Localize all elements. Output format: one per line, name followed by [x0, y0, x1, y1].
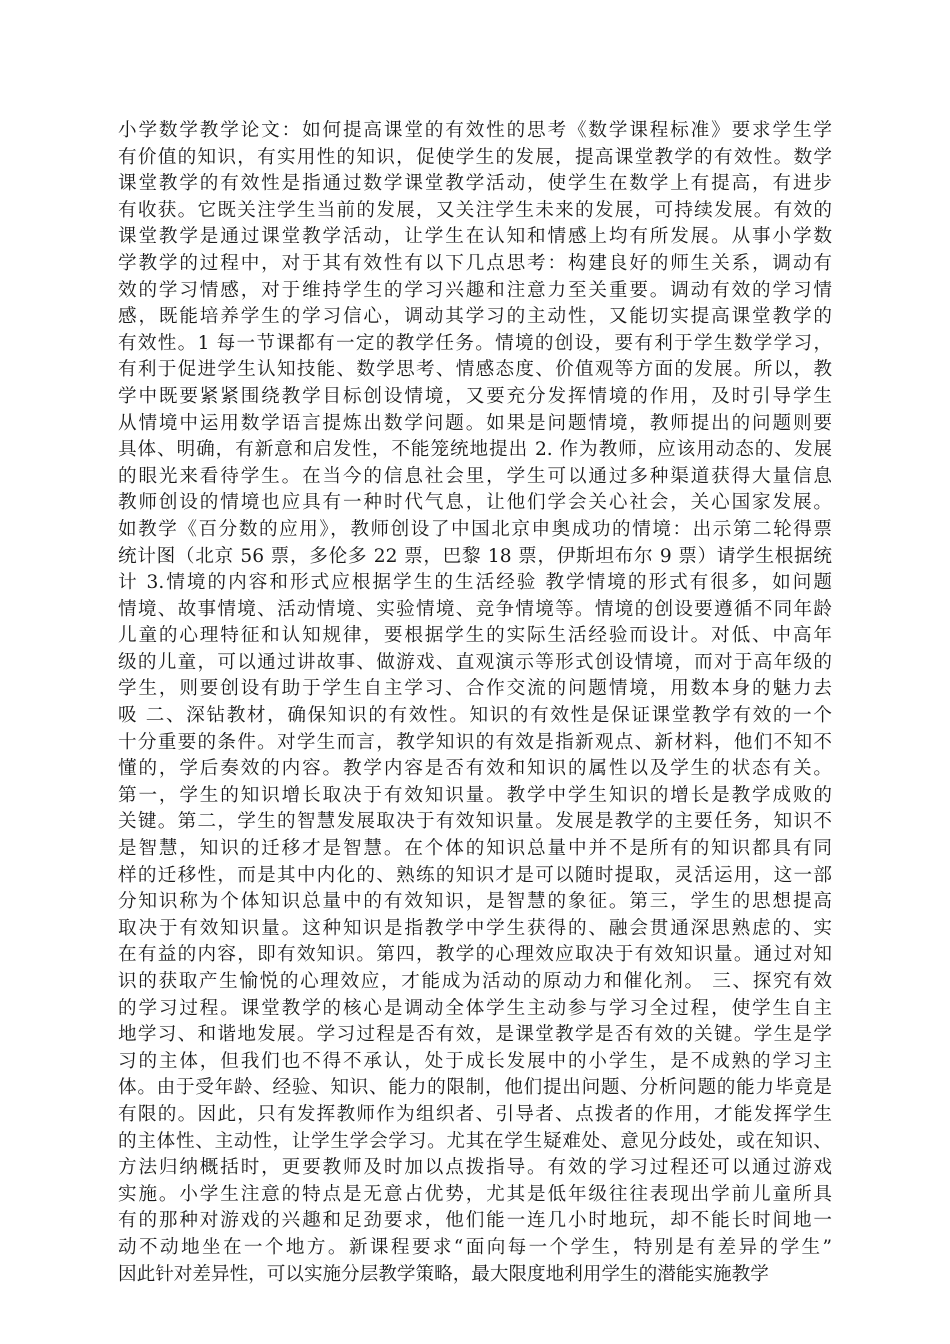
text-line: 统计图（北京 56 票，多伦多 22 票，巴黎 18 票，伊斯坦布尔 9 票）请学生根据统: [118, 545, 832, 567]
text-line: 小学数学教学论文：如何提高课堂的有效性的思考《数学课程标准》要求学生学: [118, 120, 832, 141]
text-line: 的主体性、主动性，让学生学会学习。尤其在学生疑难处、意见分歧处，或在知识、: [118, 1130, 832, 1152]
text-line: 的眼光来看待学生。在当今的信息社会里，学生可以通过多种渠道获得大量信息: [118, 465, 832, 487]
text-line: 如教学《百分数的应用》，教师创设了中国北京申奥成功的情境：出示第二轮得票: [118, 518, 832, 540]
text-line: 学教学的过程中，对于其有效性有以下几点思考：构建良好的师生关系，调动有: [118, 252, 832, 274]
text-line: 习的主体，但我们也不得不承认，处于成长发展中的小学生，是不成熟的学习主: [118, 1050, 832, 1072]
text-line: 在有益的内容，即有效知识。第四，教学的心理效应取决于有效知识量。通过对知: [118, 944, 832, 966]
text-line: 实施。小学生注意的特点是无意占优势，尤其是低年级往往表现出学前儿童所具: [118, 1183, 832, 1205]
text-line: 有效性。1 每一节课都有一定的教学任务。情境的创设，要有利于学生数学学习，: [118, 332, 832, 354]
text-line: 地学习、和谐地发展。学习过程是否有效，是课堂教学是否有效的关键。学生是学: [118, 1024, 832, 1046]
text-line: 方法归纳概括时，更要教师及时加以点拨指导。有效的学习过程还可以通过游戏: [118, 1157, 832, 1179]
text-line: 从情境中运用数学语言提炼出数学问题。如果是问题情境，教师提出的问题则要: [118, 412, 832, 434]
text-line: 有利于促进学生认知技能、数学思考、情感态度、价值观等方面的发展。所以，教: [118, 359, 832, 381]
text-line: 级的儿童，可以通过讲故事、做游戏、直观演示等形式创设情境，而对于高年级的: [118, 651, 832, 673]
text-line: 取决于有效知识量。这种知识是指教学中学生获得的、融会贯通深思熟虑的、实: [118, 917, 832, 939]
text-line: 具体、明确，有新意和启发性，不能笼统地提出 2. 作为教师，应该用动态的、发展: [118, 439, 832, 461]
text-line: 教师创设的情境也应具有一种时代气息，让他们学会关心社会，关心国家发展。: [118, 492, 832, 514]
text-line: 的学习过程。课堂教学的核心是调动全体学生主动参与学习全过程，使学生自主: [118, 997, 832, 1019]
text-line: 关键。第二，学生的智慧发展取决于有效知识量。发展是教学的主要任务，知识不: [118, 811, 832, 833]
text-line: 课堂教学是通过课堂教学活动，让学生在认知和情感上均有所发展。从事小学数: [118, 226, 832, 248]
text-line: 有价值的知识，有实用性的知识，促使学生的发展，提高课堂教学的有效性。数学: [118, 146, 832, 168]
text-line: 分知识称为个体知识总量中的有效知识，是智慧的象征。第三，学生的思想提高: [118, 891, 832, 913]
text-line: 学生，则要创设有助于学生自主学习、合作交流的问题情境，用数本身的魅力去: [118, 678, 832, 700]
text-line: 十分重要的条件。对学生而言，教学知识的有效是指新观点、新材料，他们不知不: [118, 731, 832, 753]
text-line: 儿童的心理特征和认知规律，要根据学生的实际生活经验而设计。对低、中高年: [118, 625, 832, 647]
text-line: 样的迁移性，而是其中内化的、熟练的知识才是可以随时提取，灵活运用，这一部: [118, 864, 832, 886]
text-line: 识的获取产生愉悦的心理效应，才能成为活动的原动力和催化剂。 三、探究有效: [118, 971, 832, 992]
text-line: 体。由于受年龄、经验、知识、能力的限制，他们提出问题、分析问题的能力毕竟是: [118, 1077, 832, 1099]
text-line: 第一，学生的知识增长取决于有效知识量。教学中学生知识的增长是教学成败的: [118, 784, 832, 806]
text-line: 效的学习情感，对于维持学生的学习兴趣和注意力至关重要。调动有效的学习情: [118, 279, 832, 301]
text-line: 有限的。因此，只有发挥教师作为组织者、引导者、点拨者的作用，才能发挥学生: [118, 1103, 832, 1125]
text-line: 是智慧，知识的迁移才是智慧。在个体的知识总量中并不是所有的知识都具有同: [118, 838, 832, 860]
text-line: 懂的，学后奏效的内容。教学内容是否有效和知识的属性以及学生的状态有关。: [118, 758, 832, 780]
text-line: 因此针对差异性，可以实施分层教学策略，最大限度地利用学生的潜能实施教学: [118, 1263, 769, 1285]
text-line: 感，既能培养学生的学习信心，调动其学习的主动性，又能切实提高课堂教学的: [118, 306, 832, 328]
body-text: [118, 118, 832, 1288]
text-line: 计 3.情境的内容和形式应根据学生的生活经验 教学情境的形式有很多，如问题: [118, 572, 832, 594]
text-line: 吸 二、深钻教材，确保知识的有效性。知识的有效性是保证课堂教学有效的一个: [118, 705, 832, 727]
text-line: 课堂教学的有效性是指通过数学课堂教学活动，使学生在数学上有提高，有进步: [118, 173, 832, 195]
text-line: 有的那种对游戏的兴趣和足劲要求，他们能一连几小时地玩，却不能长时间地一: [118, 1210, 832, 1232]
text-line: 有收获。它既关注学生当前的发展，又关注学生未来的发展，可持续发展。有效的: [118, 199, 832, 221]
text-line: 情境、故事情境、活动情境、实验情境、竞争情境等。情境的创设要遵循不同年龄: [118, 598, 832, 620]
text-line: 学中既要紧紧围绕教学目标创设情境，又要充分发挥情境的作用，及时引导学生: [118, 385, 832, 407]
text-line: 动不动地坐在一个地方。新课程要求“面向每一个学生，特别是有差异的学生”: [118, 1236, 832, 1258]
